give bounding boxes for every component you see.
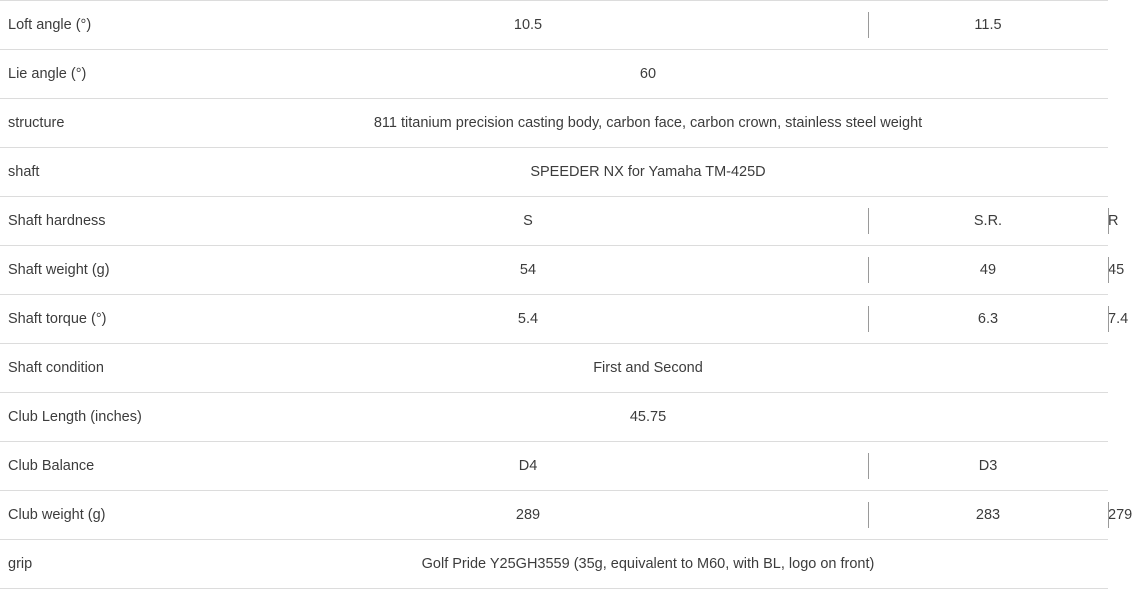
row-label: Lie angle (°) <box>8 66 87 82</box>
row-value: 6.3 <box>868 295 1108 344</box>
row-value: 5.4 <box>517 311 539 327</box>
table-row: Shaft hardness S S.R. R <box>0 197 1108 246</box>
row-value: S.R. <box>868 197 1108 246</box>
row-value: First and Second <box>593 360 703 376</box>
table-row <box>0 344 1108 393</box>
row-value: 49 <box>868 246 1108 295</box>
spec-table-body <box>0 1 1132 589</box>
row-label: Club Length (inches) <box>8 409 142 425</box>
row-label: grip <box>8 556 33 572</box>
row-value: Golf Pride Y25GH3559 (35g, equivalent to M60, with BL, logo on front) <box>421 556 875 572</box>
table-row: Shaft weight (g) 54 49 45 <box>0 246 1108 295</box>
row-value: 811 titanium precision casting body, carbon face, carbon crown, stainless steel weight <box>373 115 923 131</box>
table-row: Club weight (g) 289 283 279 <box>0 491 1108 540</box>
table-row <box>0 148 1108 197</box>
table-row <box>0 393 1108 442</box>
table-row: Shaft torque (°) 5.4 6.3 7.4 <box>0 295 1108 344</box>
row-value: 289 <box>515 507 541 523</box>
row-label: shaft <box>8 164 40 180</box>
table-row <box>0 50 1108 99</box>
row-label: Club Balance <box>8 458 95 474</box>
row-value: SPEEDER NX for Yamaha TM-425D <box>530 164 766 180</box>
row-label: Shaft weight (g) <box>8 262 110 278</box>
row-value: 54 <box>519 262 537 278</box>
row-value: S <box>523 213 533 229</box>
row-value: 45.75 <box>629 409 667 425</box>
row-label: Shaft torque (°) <box>8 311 107 327</box>
row-value: D4 <box>518 458 538 474</box>
row-label: structure <box>8 115 65 131</box>
row-label: Club weight (g) <box>8 507 106 523</box>
table-row <box>0 99 1108 148</box>
table-row <box>0 442 1108 491</box>
row-value: 11.5 <box>868 1 1108 50</box>
table-row <box>0 540 1108 589</box>
row-value: 10.5 <box>513 17 543 33</box>
row-value: 60 <box>639 66 657 82</box>
row-label: Shaft hardness <box>8 213 106 229</box>
row-label: Shaft condition <box>8 360 104 376</box>
table-row <box>0 1 1108 50</box>
row-label: Loft angle (°) <box>8 17 92 33</box>
row-value: D3 <box>868 442 1108 491</box>
row-value: 283 <box>868 491 1108 540</box>
